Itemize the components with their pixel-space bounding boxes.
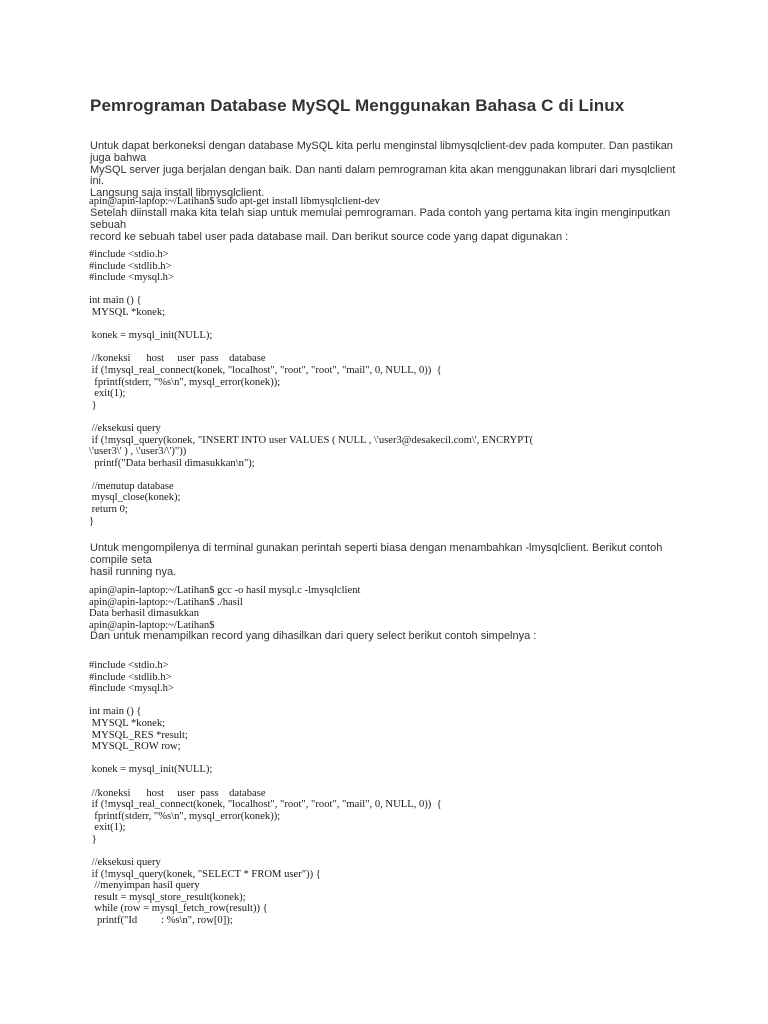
page-title: Pemrograman Database MySQL Menggunakan Bahasa C di Linux xyxy=(90,96,625,115)
after-install-paragraph: Setelah diinstall maka kita telah siap untuk memulai pemrograman. Pada contoh yang pertama kita ingin menginputkan sebuah record ke sebuah tabel user pada database mail. Dan berikut source code yang dapat digunakan : xyxy=(90,207,671,243)
compile-paragraph: Untuk mengompilenya di terminal gunakan perintah seperti biasa dengan menambahkan -lmysqlclient. Berikut contoh compile seta hasil running nya. xyxy=(90,542,663,578)
terminal-output: apin@apin-laptop:~/Latihan$ gcc -o hasil mysql.c -lmysqlclient apin@apin-laptop:~/Latihan$ ./hasil Data berhasil dimasukkan apin@apin-laptop:~/Latihan$ xyxy=(89,585,361,631)
install-command: apin@apin-laptop:~/Latihan$ sudo apt-get install libmysqlclient-dev xyxy=(89,196,380,207)
code-block-insert: #include <stdio.h> #include <stdlib.h> #include <mysql.h> int main () { MYSQL *konek; konek = mysql_init(NULL); //koneksi host user pass database if (!mysql_real_connect(konek, "localhost", "root", "root", "mail", 0, NULL, 0)) { fprintf(stderr, "%s\n", mysql_error(konek)); exit(1); } //eksekusi query if (!mysql_query(konek, "INSERT INTO user VALUES ( NULL , \'user3@desakecil.com\', ENCRYPT( \'user3\' ) , \'user3/\')")) printf("Data berhasil dimasukkan\n"); //menutup database mysql_close(konek); return 0; } xyxy=(89,249,534,527)
select-intro-paragraph: Dan untuk menampilkan record yang dihasilkan dari query select berikut contoh simpelnya : xyxy=(90,630,537,642)
intro-paragraph: Untuk dapat berkoneksi dengan database MySQL kita perlu menginstal libmysqlclient-dev pada komputer. Dan pastikan juga bahwa MySQL server juga berjalan dengan baik. Dan nanti dalam pemrograman kita akan menggunakan librari dari mysqlclient ini. Langsung saja install libmysqlclient. xyxy=(90,140,676,200)
code-block-select: #include <stdio.h> #include <stdlib.h> #include <mysql.h> int main () { MYSQL *konek; MYSQL_RES *result; MYSQL_ROW row; konek = mysql_init(NULL); //koneksi host user pass database if (!mysql_real_connect(konek, "localhost", "root", "root", "mail", 0, NULL, 0)) { fprintf(stderr, "%s\n", mysql_error(konek)); exit(1); } //eksekusi query if (!mysql_query(konek, "SELECT * FROM user")) { //menyimpan hasil query result = mysql_store_result(konek); while (row = mysql_fetch_row(result)) { printf("Id : %s\n", row[0]); xyxy=(89,660,442,927)
